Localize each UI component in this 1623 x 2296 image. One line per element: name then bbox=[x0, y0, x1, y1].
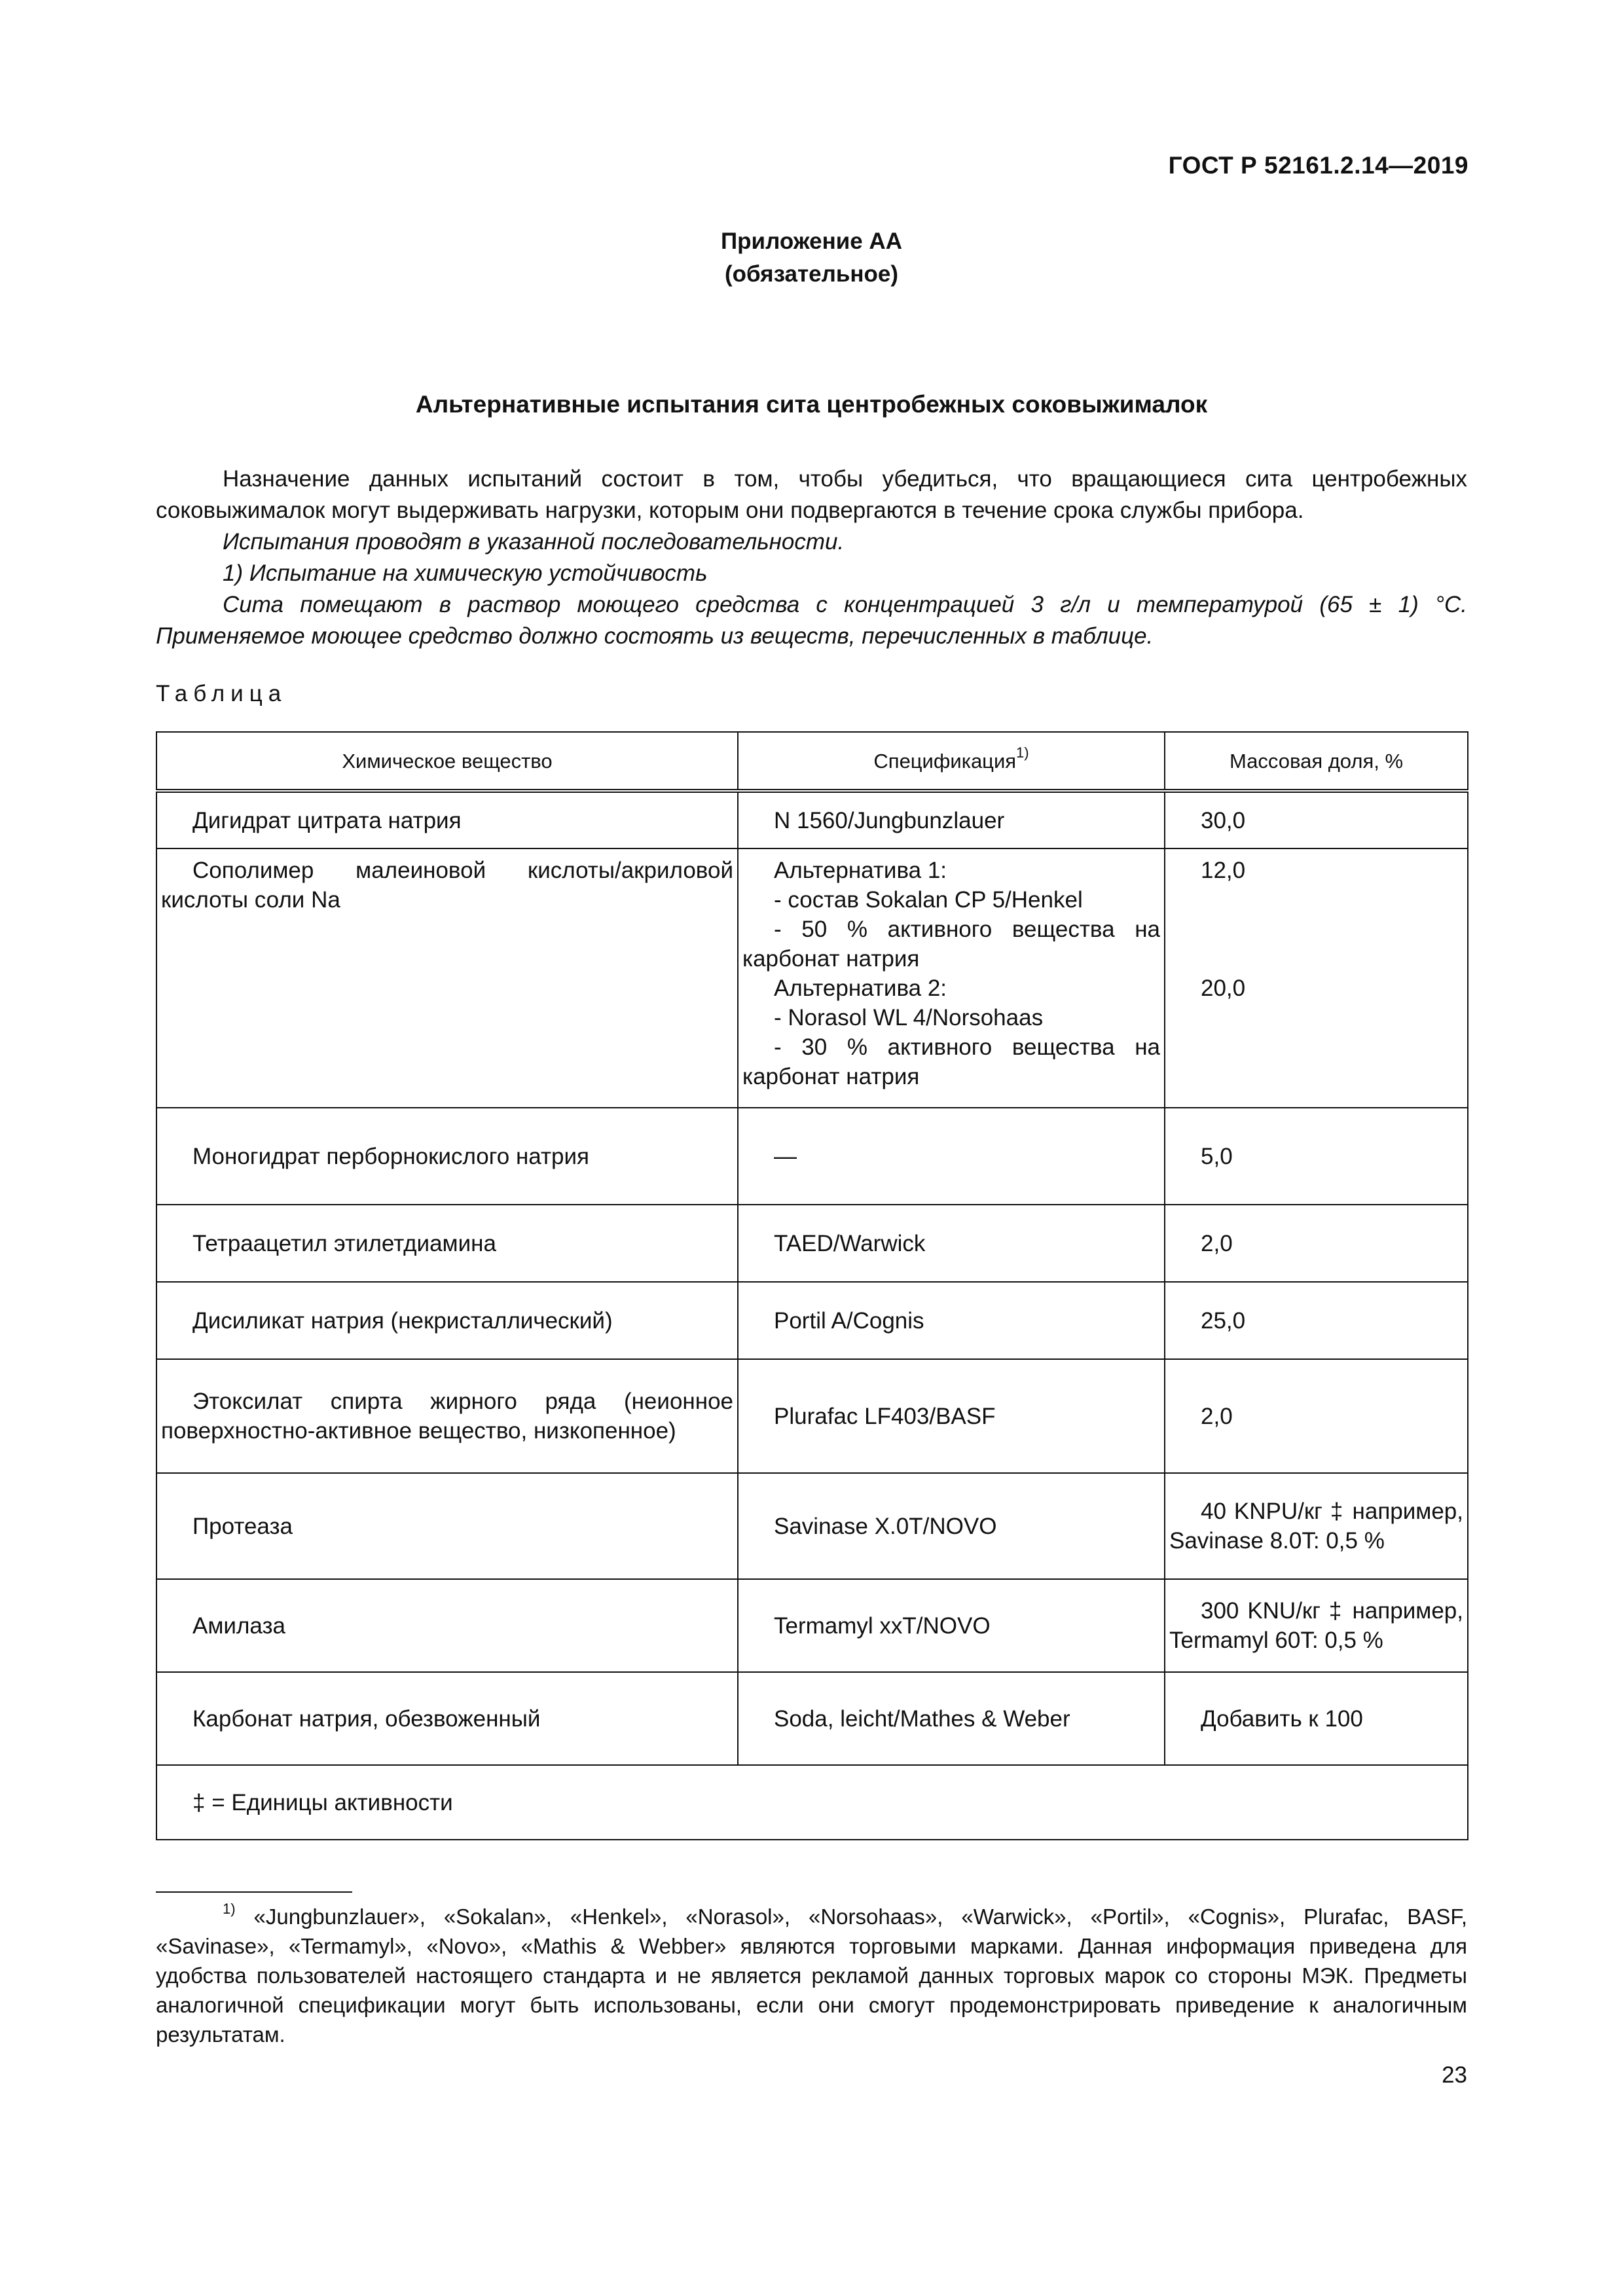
substance-text: Карбонат натрия, обезвоженный bbox=[192, 1705, 541, 1732]
cell-mass bbox=[1165, 1359, 1468, 1473]
footnote-separator bbox=[156, 1891, 352, 1893]
page-number: 23 bbox=[1442, 2062, 1467, 2088]
alt1-line1: - состав Sokalan CP 5/Henkel bbox=[774, 887, 1083, 913]
spec-text: Portil A/Cognis bbox=[774, 1307, 924, 1334]
alt1-line2: - 50 % активного вещества на карбонат натрия bbox=[742, 917, 1160, 972]
alt1-title: Альтернатива 1: bbox=[774, 858, 947, 883]
cell-spec bbox=[738, 791, 1165, 848]
table-row bbox=[156, 1282, 1468, 1359]
table-caption: Таблица bbox=[156, 681, 287, 706]
cell-spec bbox=[738, 1579, 1165, 1672]
table-row bbox=[156, 848, 1468, 1108]
substance-text: Этоксилат спирта жирного ряда (неионное поверхностно-активное вещество, низкопенное) bbox=[161, 1389, 733, 1444]
table-row bbox=[156, 1473, 1468, 1579]
spec-text: Termamyl xxT/NOVO bbox=[774, 1613, 991, 1639]
cell-mass bbox=[1165, 1108, 1468, 1205]
table-row bbox=[156, 1359, 1468, 1473]
paragraph-sequence: Испытания проводят в указанной последовательности. bbox=[223, 529, 845, 555]
substance-text: Дигидрат цитрата натрия bbox=[192, 807, 462, 833]
spec-text: Plurafac LF403/BASF bbox=[774, 1403, 996, 1429]
footnote bbox=[156, 1902, 1467, 2049]
header-specification-label: Спецификация bbox=[873, 749, 1017, 773]
body-text bbox=[156, 464, 1467, 652]
standard-number: ГОСТ Р 52161.2.14—2019 bbox=[1168, 152, 1468, 179]
spec-text: Soda, leicht/Mathes & Weber bbox=[774, 1705, 1070, 1732]
cell-substance bbox=[156, 1108, 738, 1205]
table-row bbox=[156, 1205, 1468, 1282]
substance-text: Дисиликат натрия (некристаллический) bbox=[192, 1307, 613, 1334]
spec-text: TAED/Warwick bbox=[774, 1230, 926, 1256]
cell-mass bbox=[1165, 1672, 1468, 1765]
table-row bbox=[156, 791, 1468, 848]
table-row bbox=[156, 1672, 1468, 1765]
header-substance: Химическое вещество bbox=[156, 732, 738, 791]
footnote-text: «Jungbunzlauer», «Sokalan», «Henkel», «Norasol», «Norsohaas», «Warwick», «Portil», «Cognis», Plurafac, BASF, «Savinase», «Termamyl», «Novo», «Mathis & Webber» являются торговыми марками. Данная информация приведена для удобства пользователей настоящего стандарта и не является рекламой данных торговых марок со стороны МЭК. Предметы аналогичной спецификации могут быть использованы, если они смогут продемонстрировать приведение к аналогичным результатам. bbox=[156, 1904, 1468, 2047]
cell-mass bbox=[1165, 1205, 1468, 1282]
mass-text: 300 KNU/кг ‡ например, Termamyl 60T: 0,5 % bbox=[1169, 1598, 1463, 1653]
cell-substance bbox=[156, 1579, 738, 1672]
annex-status: (обязательное) bbox=[724, 261, 898, 287]
alt2-title: Альтернатива 2: bbox=[774, 975, 947, 1001]
mass-text-alt1: 12,0 bbox=[1201, 858, 1246, 883]
cell-spec bbox=[738, 1108, 1165, 1205]
document-title: Альтернативные испытания сита центробежных соковыжималок bbox=[415, 391, 1208, 418]
footnote-mark: 1) bbox=[223, 1901, 236, 1917]
cell-spec bbox=[738, 1473, 1165, 1579]
cell-mass bbox=[1165, 1473, 1468, 1579]
spec-text: Savinase X.0T/NOVO bbox=[774, 1513, 997, 1539]
substance-text: Протеаза bbox=[192, 1513, 293, 1539]
spec-text: N 1560/Jungbunzlauer bbox=[774, 807, 1005, 833]
table-note-row bbox=[156, 1765, 1468, 1840]
cell-spec bbox=[738, 1359, 1165, 1473]
substance-text: Тетраацетил этилетдиамина bbox=[192, 1230, 496, 1256]
alt2-line1: - Norasol WL 4/Norsohaas bbox=[774, 1005, 1044, 1030]
cell-substance bbox=[156, 1359, 738, 1473]
annex-title: Приложение АА bbox=[721, 228, 902, 254]
paragraph-purpose: Назначение данных испытаний состоит в том, чтобы убедиться, что вращающиеся сита центробежных соковыжималок могут выдерживать нагрузки, которым они подвергаются в течение срока службы прибора. bbox=[156, 466, 1467, 523]
paragraph-solution: Сита помещают в раствор моющего средства с концентрацией 3 г/л и температурой (65 ± 1) °С. Применяемое моющее средство должно состоять из веществ, перечисленных в таблице. bbox=[156, 592, 1467, 649]
cell-spec bbox=[738, 1205, 1165, 1282]
header-specification bbox=[738, 732, 1165, 791]
mass-text: 25,0 bbox=[1201, 1307, 1246, 1334]
mass-text-alt2: 20,0 bbox=[1201, 975, 1246, 1001]
mass-text: 5,0 bbox=[1201, 1143, 1233, 1169]
cell-substance bbox=[156, 1205, 738, 1282]
cell-mass bbox=[1165, 1282, 1468, 1359]
detergent-composition-table bbox=[156, 731, 1468, 1840]
mass-text: 2,0 bbox=[1201, 1230, 1233, 1256]
substance-text: Сополимер малеиновой кислоты/акриловой кислоты соли Na bbox=[161, 858, 733, 913]
cell-spec bbox=[738, 1282, 1165, 1359]
annex-heading bbox=[0, 225, 1623, 291]
substance-text: Амилаза bbox=[192, 1613, 285, 1639]
cell-spec bbox=[738, 1672, 1165, 1765]
mass-text: Добавить к 100 bbox=[1201, 1705, 1363, 1732]
paragraph-test-item: 1) Испытание на химическую устойчивость bbox=[223, 560, 708, 586]
mass-text: 30,0 bbox=[1201, 807, 1246, 833]
cell-mass bbox=[1165, 791, 1468, 848]
mass-text: 40 KNPU/кг ‡ например, Savinase 8.0T: 0,5 % bbox=[1169, 1499, 1463, 1554]
spec-text: — bbox=[774, 1143, 797, 1169]
cell-substance bbox=[156, 1473, 738, 1579]
cell-substance bbox=[156, 1282, 738, 1359]
cell-substance bbox=[156, 848, 738, 1108]
footnote-ref: 1) bbox=[1016, 744, 1029, 761]
cell-spec bbox=[738, 848, 1165, 1108]
table-header-row bbox=[156, 732, 1468, 791]
table-row bbox=[156, 1579, 1468, 1672]
table-note: ‡ = Единицы активности bbox=[192, 1789, 453, 1815]
table-row bbox=[156, 1108, 1468, 1205]
cell-mass bbox=[1165, 1579, 1468, 1672]
cell-substance bbox=[156, 791, 738, 848]
cell-mass bbox=[1165, 848, 1468, 1108]
header-mass-fraction: Массовая доля, % bbox=[1165, 732, 1468, 791]
cell-note bbox=[156, 1765, 1468, 1840]
alt2-line2: - 30 % активного вещества на карбонат натрия bbox=[742, 1034, 1160, 1089]
mass-text: 2,0 bbox=[1201, 1403, 1233, 1429]
substance-text: Моногидрат перборнокислого натрия bbox=[192, 1143, 589, 1169]
cell-substance bbox=[156, 1672, 738, 1765]
